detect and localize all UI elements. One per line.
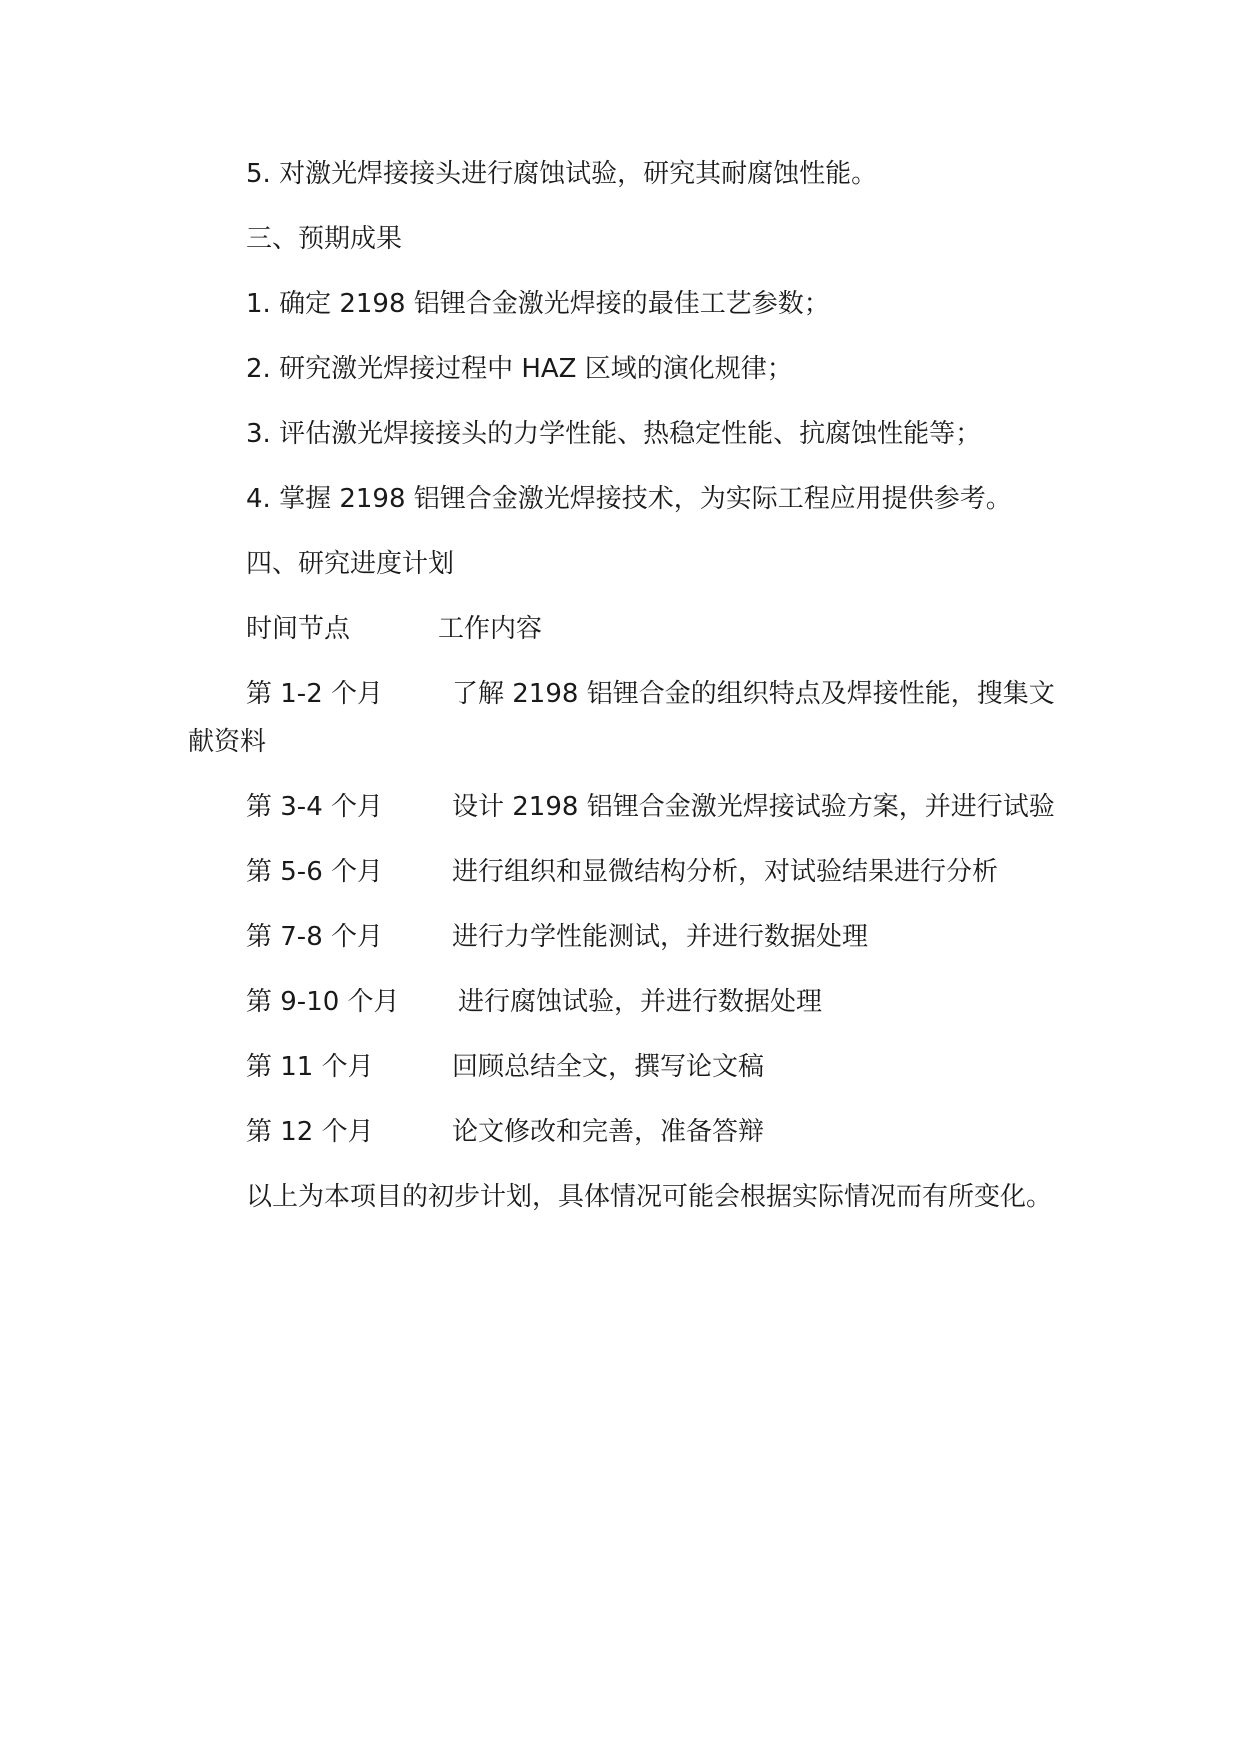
closing-paragraph: 以上为本项目的初步计划，具体情况可能会根据实际情况而有所变化。: [246, 1182, 1053, 1212]
outcome-item: 2. 研究激光焊接过程中 HAZ 区域的演化规律；: [246, 354, 793, 384]
schedule-task: 进行腐蚀试验，并进行数据处理: [458, 987, 823, 1017]
schedule-row: [188, 670, 1058, 766]
document-body: [188, 150, 1058, 1238]
schedule-time: 第 3-4 个月: [246, 792, 383, 822]
schedule-header-task: 工作内容: [438, 614, 543, 644]
schedule-time: 第 11 个月: [246, 1052, 374, 1082]
outcome-item: 3. 评估激光焊接接头的力学性能、热稳定性能、抗腐蚀性能等；: [246, 419, 982, 449]
schedule-row: [188, 1043, 1058, 1091]
schedule-row: [188, 783, 1058, 831]
schedule-task: 进行组织和显微结构分析，对试验结果进行分析: [452, 857, 999, 887]
schedule-time: 第 7-8 个月: [246, 922, 383, 952]
schedule-time: 第 5-6 个月: [246, 857, 383, 887]
schedule-header-row: [188, 605, 1058, 653]
schedule-task: 论文修改和完善，准备答辩: [452, 1117, 765, 1147]
schedule-task: 了解 2198 铝锂合金的组织特点及焊接性能，搜集文献资料: [188, 679, 1055, 757]
research-item-5: 5. 对激光焊接接头进行腐蚀试验，研究其耐腐蚀性能。: [246, 159, 878, 189]
schedule-row: [188, 913, 1058, 961]
schedule-task: 回顾总结全文，撰写论文稿: [452, 1052, 765, 1082]
outcome-item: 1. 确定 2198 铝锂合金激光焊接的最佳工艺参数；: [246, 289, 830, 319]
schedule-time: 第 9-10 个月: [246, 987, 400, 1017]
section-heading-schedule: 四、研究进度计划: [246, 549, 455, 579]
section-heading-expected-outcomes: 三、预期成果: [246, 224, 403, 254]
schedule-row: [188, 1108, 1058, 1156]
schedule-header-time: 时间节点: [246, 614, 351, 644]
schedule-row: [188, 978, 1058, 1026]
schedule-task: 设计 2198 铝锂合金激光焊接试验方案，并进行试验: [452, 792, 1055, 822]
schedule-task: 进行力学性能测试，并进行数据处理: [452, 922, 869, 952]
schedule-time: 第 12 个月: [246, 1117, 374, 1147]
schedule-row: [188, 848, 1058, 896]
outcome-item: 4. 掌握 2198 铝锂合金激光焊接技术，为实际工程应用提供参考。: [246, 484, 1012, 514]
schedule-time: 第 1-2 个月: [246, 679, 383, 709]
